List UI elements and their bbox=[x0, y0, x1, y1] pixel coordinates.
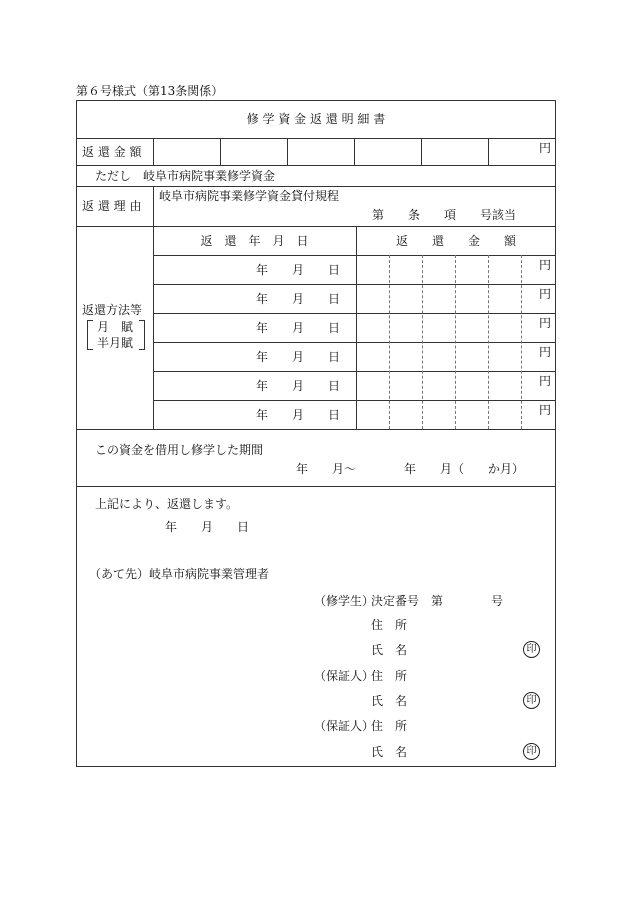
row-amount-unit: 円 bbox=[539, 316, 552, 330]
guarantor-address-label: 住 所 bbox=[371, 669, 408, 683]
form-title: 修 学 資 金 返 還 明 細 書 bbox=[246, 112, 386, 126]
divider bbox=[153, 371, 556, 372]
divider bbox=[421, 138, 422, 165]
divider bbox=[76, 429, 556, 430]
row-amount-unit: 円 bbox=[539, 258, 552, 272]
bracket-right bbox=[139, 320, 145, 350]
divider bbox=[76, 226, 556, 227]
divider bbox=[153, 138, 154, 165]
row-amount-unit: 円 bbox=[539, 374, 552, 388]
guarantor-address-label: 住 所 bbox=[371, 719, 408, 733]
reason-regulation: 岐阜市病院事業修学資金貸付規程 bbox=[159, 189, 340, 203]
guarantor-role-label: （保証人） bbox=[314, 719, 375, 733]
statement-text: 上記により、返還します。 bbox=[95, 497, 239, 511]
divider bbox=[153, 313, 556, 314]
guarantor-name-label: 氏 名 bbox=[371, 694, 408, 708]
divider bbox=[76, 186, 556, 187]
column-header-date: 返 還 年 月 日 bbox=[200, 234, 309, 248]
divider bbox=[220, 138, 221, 165]
divider bbox=[76, 165, 556, 166]
amount-unit: 円 bbox=[539, 141, 552, 155]
divider bbox=[153, 400, 556, 401]
divider bbox=[153, 342, 556, 343]
guarantor-name-label: 氏 名 bbox=[371, 745, 408, 759]
divider bbox=[76, 138, 556, 139]
guarantor-role-label: （保証人） bbox=[314, 669, 375, 683]
column-header-amount: 返 還 金 額 bbox=[395, 234, 516, 248]
divider bbox=[422, 255, 423, 429]
row-amount-unit: 円 bbox=[539, 287, 552, 301]
form-number-label: 第６号様式（第13条関係） bbox=[76, 84, 224, 98]
seal-mark: 印 bbox=[523, 743, 540, 760]
divider bbox=[356, 226, 357, 429]
method-label: 返還方法等 bbox=[82, 303, 143, 317]
student-name-label: 氏 名 bbox=[371, 643, 408, 657]
seal-mark: 印 bbox=[523, 641, 540, 658]
addressee-text: （あて先）岐阜市病院事業管理者 bbox=[89, 567, 270, 581]
divider bbox=[488, 138, 489, 165]
reason-clause: 第 条 項 号該当 bbox=[372, 208, 517, 222]
divider bbox=[521, 255, 522, 429]
student-role-label: （修学生） bbox=[314, 594, 375, 608]
divider bbox=[354, 138, 355, 165]
row-date-text: 年 月 日 bbox=[256, 350, 341, 364]
period-label: この資金を借用し修学した期間 bbox=[95, 443, 264, 457]
row-date-text: 年 月 日 bbox=[256, 263, 341, 277]
divider bbox=[153, 284, 556, 285]
divider bbox=[76, 486, 556, 487]
seal-mark: 印 bbox=[523, 692, 540, 709]
method-option-monthly: 月 賦 bbox=[97, 320, 134, 334]
method-option-semimonthly: 半月賦 bbox=[97, 336, 134, 350]
divider bbox=[488, 255, 489, 429]
row-date-text: 年 月 日 bbox=[256, 408, 341, 422]
row-date-text: 年 月 日 bbox=[256, 379, 341, 393]
amount-label: 返 還 金 額 bbox=[82, 145, 142, 159]
proviso-text: ただし 岐阜市病院事業修学資金 bbox=[95, 169, 276, 183]
decision-number-text: 決定番号 第 号 bbox=[371, 594, 504, 608]
divider bbox=[389, 255, 390, 429]
divider bbox=[287, 138, 288, 165]
statement-date: 年 月 日 bbox=[165, 520, 250, 534]
row-amount-unit: 円 bbox=[539, 345, 552, 359]
divider bbox=[153, 226, 154, 429]
row-amount-unit: 円 bbox=[539, 403, 552, 417]
row-date-text: 年 月 日 bbox=[256, 321, 341, 335]
row-date-text: 年 月 日 bbox=[256, 292, 341, 306]
divider bbox=[153, 255, 556, 256]
divider bbox=[153, 186, 154, 226]
bracket-left bbox=[87, 320, 93, 350]
reason-label: 返 還 理 由 bbox=[82, 199, 142, 213]
divider bbox=[455, 255, 456, 429]
student-address-label: 住 所 bbox=[371, 618, 408, 632]
period-range: 年 月〜 年 月（ か月） bbox=[296, 462, 525, 476]
